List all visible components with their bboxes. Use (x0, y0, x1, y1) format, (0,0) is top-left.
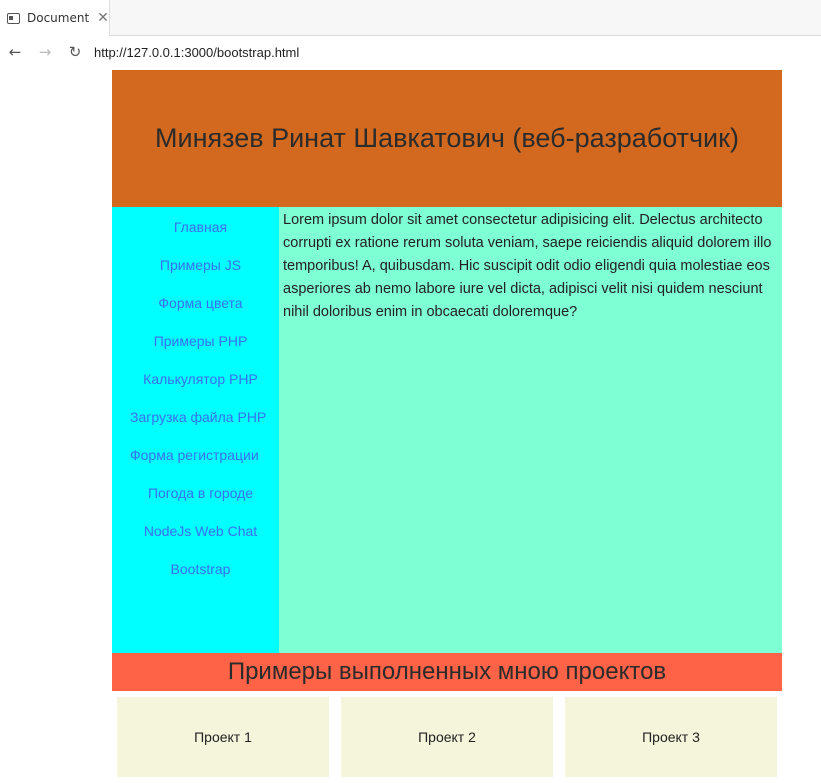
project-card-1[interactable]: Проект 1 (117, 697, 329, 777)
sidebar-item-bootstrap[interactable]: Bootstrap (170, 561, 231, 577)
project-card-3[interactable]: Проект 3 (565, 697, 777, 777)
close-icon[interactable]: ✕ (97, 10, 109, 26)
page-title: Минязев Ринат Шавкатович (веб-разработчик) (155, 123, 739, 153)
content-text: Lorem ipsum dolor sit amet consectetur adipisicing elit. Delectus architecto corrupti ex ratione rerum soluta veniam, saepe reiciendis aliquid dolorem illo temporibus! A, quibusdam. Hic suscipit odit odio eligendi quia molestiae eos asperiores ab nemo labore iure vel dicta, adipisci velit nisi quidem nesciunt nihil doloribus enim in obcaecati doloremque? (283, 212, 772, 320)
project-card-2[interactable]: Проект 2 (341, 697, 553, 777)
sidebar-item-weather[interactable]: Погода в городе (147, 485, 254, 501)
forward-icon[interactable]: → (38, 43, 52, 61)
sidebar-item-color-form[interactable]: Форма цвета (158, 295, 243, 311)
sidebar-item-nodejs-chat[interactable]: NodeJs Web Chat (143, 523, 258, 539)
sidebar-item-php-upload[interactable]: Загрузка файла PHP (130, 409, 267, 425)
address-bar (0, 36, 821, 68)
sidebar-item-php-examples[interactable]: Примеры PHP (153, 333, 248, 349)
sidebar-item-registration-form[interactable]: Форма регистрации (130, 447, 259, 463)
url-field[interactable]: http://127.0.0.1:3000/bootstrap.html (94, 44, 300, 60)
reload-icon[interactable]: ↻ (68, 43, 82, 61)
sidebar-item-php-calculator[interactable]: Калькулятор PHP (143, 371, 258, 387)
back-icon[interactable]: ← (8, 43, 22, 61)
page-header (112, 70, 782, 207)
page-container (112, 70, 782, 777)
tab-title: Document (27, 11, 90, 25)
projects-heading: Примеры выполненных мною проектов (112, 653, 782, 691)
page-icon (7, 13, 20, 24)
sidebar-nav (112, 207, 279, 653)
sidebar-item-js-examples[interactable]: Примеры JS (159, 257, 242, 273)
browser-tab[interactable] (0, 0, 110, 36)
projects-list (112, 697, 782, 777)
main-content (279, 207, 782, 653)
browser-tab-bar (0, 0, 821, 36)
main-area (112, 207, 782, 653)
sidebar-item-home[interactable]: Главная (173, 219, 228, 235)
